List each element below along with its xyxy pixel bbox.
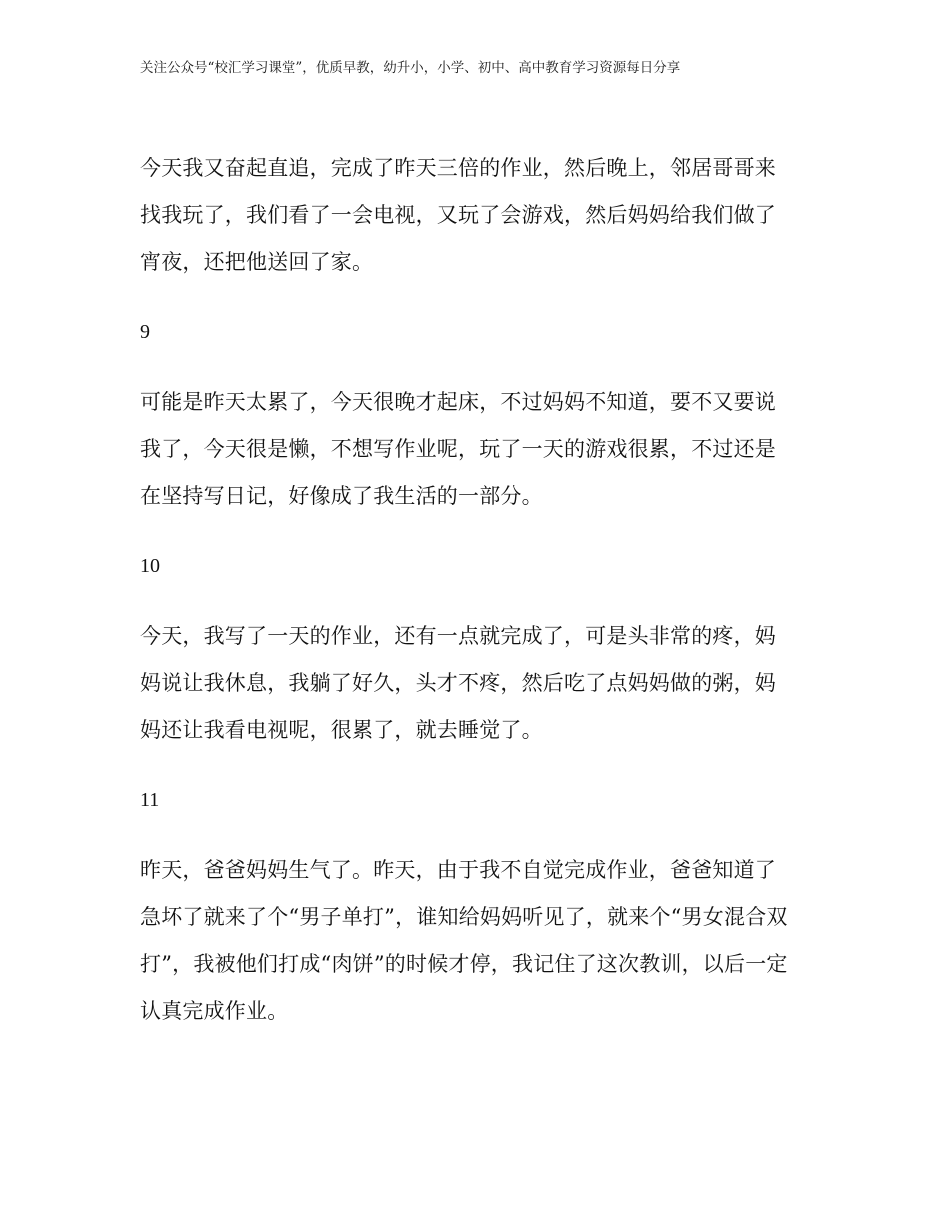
diary-entry-text: 今天我又奋起直追，完成了昨天三倍的作业，然后晚上，邻居哥哥来找我玩了，我们看了一会电视，又玩了会游戏，然后妈妈给我们做了宵夜，还把他送回了家。 <box>140 156 776 274</box>
entry-number: 11 <box>140 789 160 811</box>
diary-entry-text: 今天，我写了一天的作业，还有一点就完成了，可是头非常的疼，妈妈说让我休息，我躺了好久，头才不疼，然后吃了点妈妈做的粥，妈妈还让我看电视呢，很累了，就去睡觉了。 <box>140 624 776 742</box>
document-body <box>140 145 795 1035</box>
entry-number: 9 <box>140 321 150 343</box>
diary-entry-text: 可能是昨天太累了，今天很晚才起床，不过妈妈不知道，要不又要说我了，今天很是懒，不想写作业呢，玩了一天的游戏很累，不过还是在坚持写日记，好像成了我生活的一部分。 <box>140 390 776 508</box>
page-header: 关注公众号“校汇学习课堂”，优质早教，幼升小，小学、初中、高中教育学习资源每日分享 <box>140 60 681 76</box>
entry-number: 10 <box>140 555 160 577</box>
diary-entry-text: 昨天，爸爸妈妈生气了。昨天，由于我不自觉完成作业，爸爸知道了急坏了就来了个“男子单打”，谁知给妈妈听见了，就来个“男女混合双打”，我被他们打成“肉饼”的时候才停，我记住了这次教训，以后一定认真完成作业。 <box>140 858 788 1023</box>
